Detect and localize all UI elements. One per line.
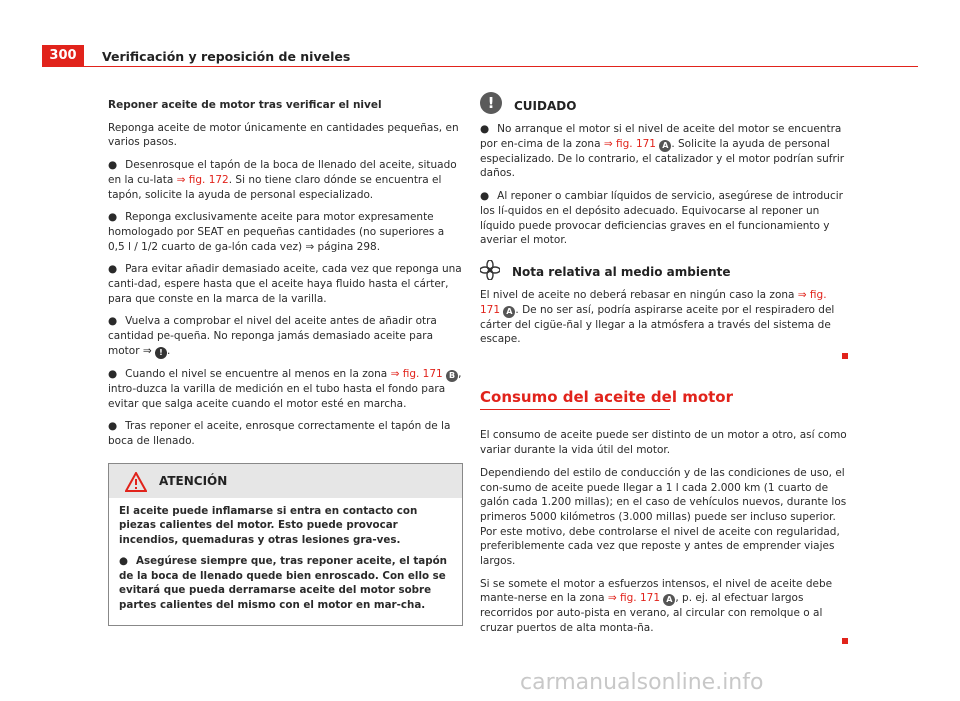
- text: , intro-duzca la varilla de medición en el tubo hasta el fondo para evitar que salga aceite cuando el motor esté en marcha.: [108, 367, 462, 410]
- zone-badge: A: [663, 594, 675, 606]
- warning-triangle-icon: [125, 472, 147, 492]
- environment-leaf-icon: [480, 260, 500, 280]
- figure-link[interactable]: ⇒ fig. 171: [603, 137, 656, 150]
- list-item: [108, 262, 463, 306]
- list-item: [108, 419, 463, 448]
- warning-title: ATENCIÓN: [159, 474, 228, 489]
- bullet-icon: ●: [480, 190, 490, 203]
- subheading: Reponer aceite de motor tras verificar el nivel: [108, 99, 382, 111]
- paragraph: El consumo de aceite puede ser distinto de un motor a otro, así como variar durante la vida útil del motor.: [480, 429, 847, 457]
- text: , p. ej. al efectuar largos recorridos por auto-pista en verano, al circular con remolque o al cruzar puertos de alta monta-ña.: [480, 592, 823, 635]
- text: Asegúrese siempre que, tras reponer aceite, el tapón de la boca de llenado quede bien enroscado. Con ello se evitará que pueda derramarse aceite del motor sobre partes calientes del mismo con el motor en mar-cha.: [119, 555, 447, 611]
- text: Vuelva a comprobar el nivel del aceite antes de añadir otra cantidad pe-queña. No reponga jamás demasiado aceite para motor ⇒: [108, 315, 437, 357]
- warning-body: [109, 498, 462, 626]
- warning-list-item: [119, 554, 452, 612]
- text: . Solicite la ayuda de personal especializado. De lo contrario, el catalizador y el motor podrían sufrir daños.: [480, 137, 845, 180]
- text: Tras reponer el aceite, enrosque correctamente el tapón de la boca de llenado.: [108, 420, 451, 447]
- caution-icon: !: [480, 92, 502, 114]
- text: Cuando el nivel se encuentre al menos en la zona: [125, 367, 391, 380]
- figure-link[interactable]: ⇒ fig. 171: [607, 592, 661, 605]
- end-mark-icon: [842, 638, 848, 644]
- warning-header: [109, 464, 462, 498]
- text: .: [166, 344, 171, 357]
- text: Para evitar añadir demasiado aceite, cada vez que reponga una canti-dad, espere hasta que el aceite haya fluido hasta el cárter, para que conste en la marca de la varilla.: [108, 263, 462, 305]
- section-rule: [480, 409, 670, 410]
- text: Reponga exclusivamente aceite para motor expresamente homologado por SEAT en pequeñas cantidades (no superiores a 0,5 l / 1/2 cuarto de ga-lón cada vez) ⇒ página 298.: [108, 211, 445, 253]
- caution-title: CUIDADO: [514, 98, 577, 113]
- bullet-icon: ●: [108, 367, 118, 380]
- text: . Si no tiene claro dónde se encuentra el tapón, solicite la ayuda de personal especializado.: [108, 173, 442, 201]
- intro-paragraph: Reponga aceite de motor únicamente en cantidades pequeñas, en varios pasos.: [108, 121, 459, 149]
- end-of-section: [480, 634, 848, 649]
- list-item: [108, 367, 463, 411]
- figure-link[interactable]: ⇒ fig. 172: [176, 173, 229, 186]
- list-item: [108, 314, 463, 358]
- left-column: [108, 98, 463, 626]
- end-mark-icon: [842, 353, 848, 359]
- zone-badge: B: [446, 370, 458, 382]
- environment-header: [480, 264, 848, 280]
- text: . De no ser así, podría aspirarse aceite por el respiradero del cárter del cigüe-ñal y llegar a la atmósfera a través del sistema de escape.: [480, 303, 835, 346]
- list-item: [108, 158, 463, 202]
- environment-title: Nota relativa al medio ambiente: [512, 264, 731, 279]
- list-item: [108, 210, 463, 254]
- warning-box: [108, 463, 463, 627]
- page-number: 300: [42, 45, 84, 67]
- bullet-icon: ●: [480, 123, 490, 135]
- watermark: carmanualsonline.info: [520, 670, 764, 695]
- bullet-icon: ●: [108, 315, 118, 328]
- figure-link[interactable]: ⇒ fig. 171: [480, 288, 827, 316]
- text: El nivel de aceite no deberá rebasar en ningún caso la zona: [480, 288, 798, 301]
- environment-paragraph: [480, 288, 848, 347]
- bullet-icon: ●: [108, 420, 118, 433]
- paragraph: [480, 577, 848, 636]
- warning-paragraph: El aceite puede inflamarse si entra en contacto con piezas calientes del motor. Esto puede provocar incendios, quemaduras y otras lesiones gra-ves.: [119, 504, 418, 546]
- bullet-icon: ●: [108, 211, 118, 224]
- zone-badge: A: [659, 140, 671, 152]
- section-title: Consumo del aceite del motor: [480, 387, 734, 406]
- end-of-section: [480, 349, 848, 364]
- figure-link[interactable]: ⇒ fig. 171: [390, 367, 443, 380]
- text: Al reponer o cambiar líquidos de servicio, asegúrese de introducir los lí-quidos en el depósito adecuado. Equivocarse al reponer un líquido puede provocar deficiencias graves en el funcionamiento y averiar el motor.: [480, 190, 843, 247]
- bullet-icon: ●: [108, 159, 118, 172]
- caution-header: [480, 94, 848, 114]
- list-item: [480, 122, 848, 181]
- text: No arranque el motor si el nivel de aceite del motor se encuentra por en-cima de la zona: [480, 123, 842, 150]
- text: Desenrosque el tapón de la boca de llenado del aceite, situado en la cu-lata: [108, 159, 457, 186]
- paragraph: Dependiendo del estilo de conducción y de las condiciones de uso, el con-sumo de aceite puede llegar a 1 l cada 2.000 km (1 cuarto de galón cada 1.200 millas); en el caso de vehículos nuevos, durante los primeros 5000 kilómetros (3.000 millas) puede ser incluso superior. Por este motivo, debe controlarse el nivel de aceite con regularidad, preferiblemente cada vez que reposte y antes de emprender viajes largos.: [480, 466, 847, 568]
- bullet-icon: ●: [119, 555, 128, 568]
- right-column: [480, 94, 848, 649]
- list-item: [480, 189, 848, 248]
- bullet-icon: ●: [108, 263, 118, 276]
- text: Si se somete el motor a esfuerzos intensos, el nivel de aceite debe mante-nerse en la zona: [480, 577, 833, 605]
- zone-badge: A: [503, 306, 515, 318]
- header-rule: [84, 66, 918, 67]
- chapter-title: Verificación y reposición de niveles: [102, 49, 351, 64]
- caution-ref-icon[interactable]: !: [155, 347, 167, 359]
